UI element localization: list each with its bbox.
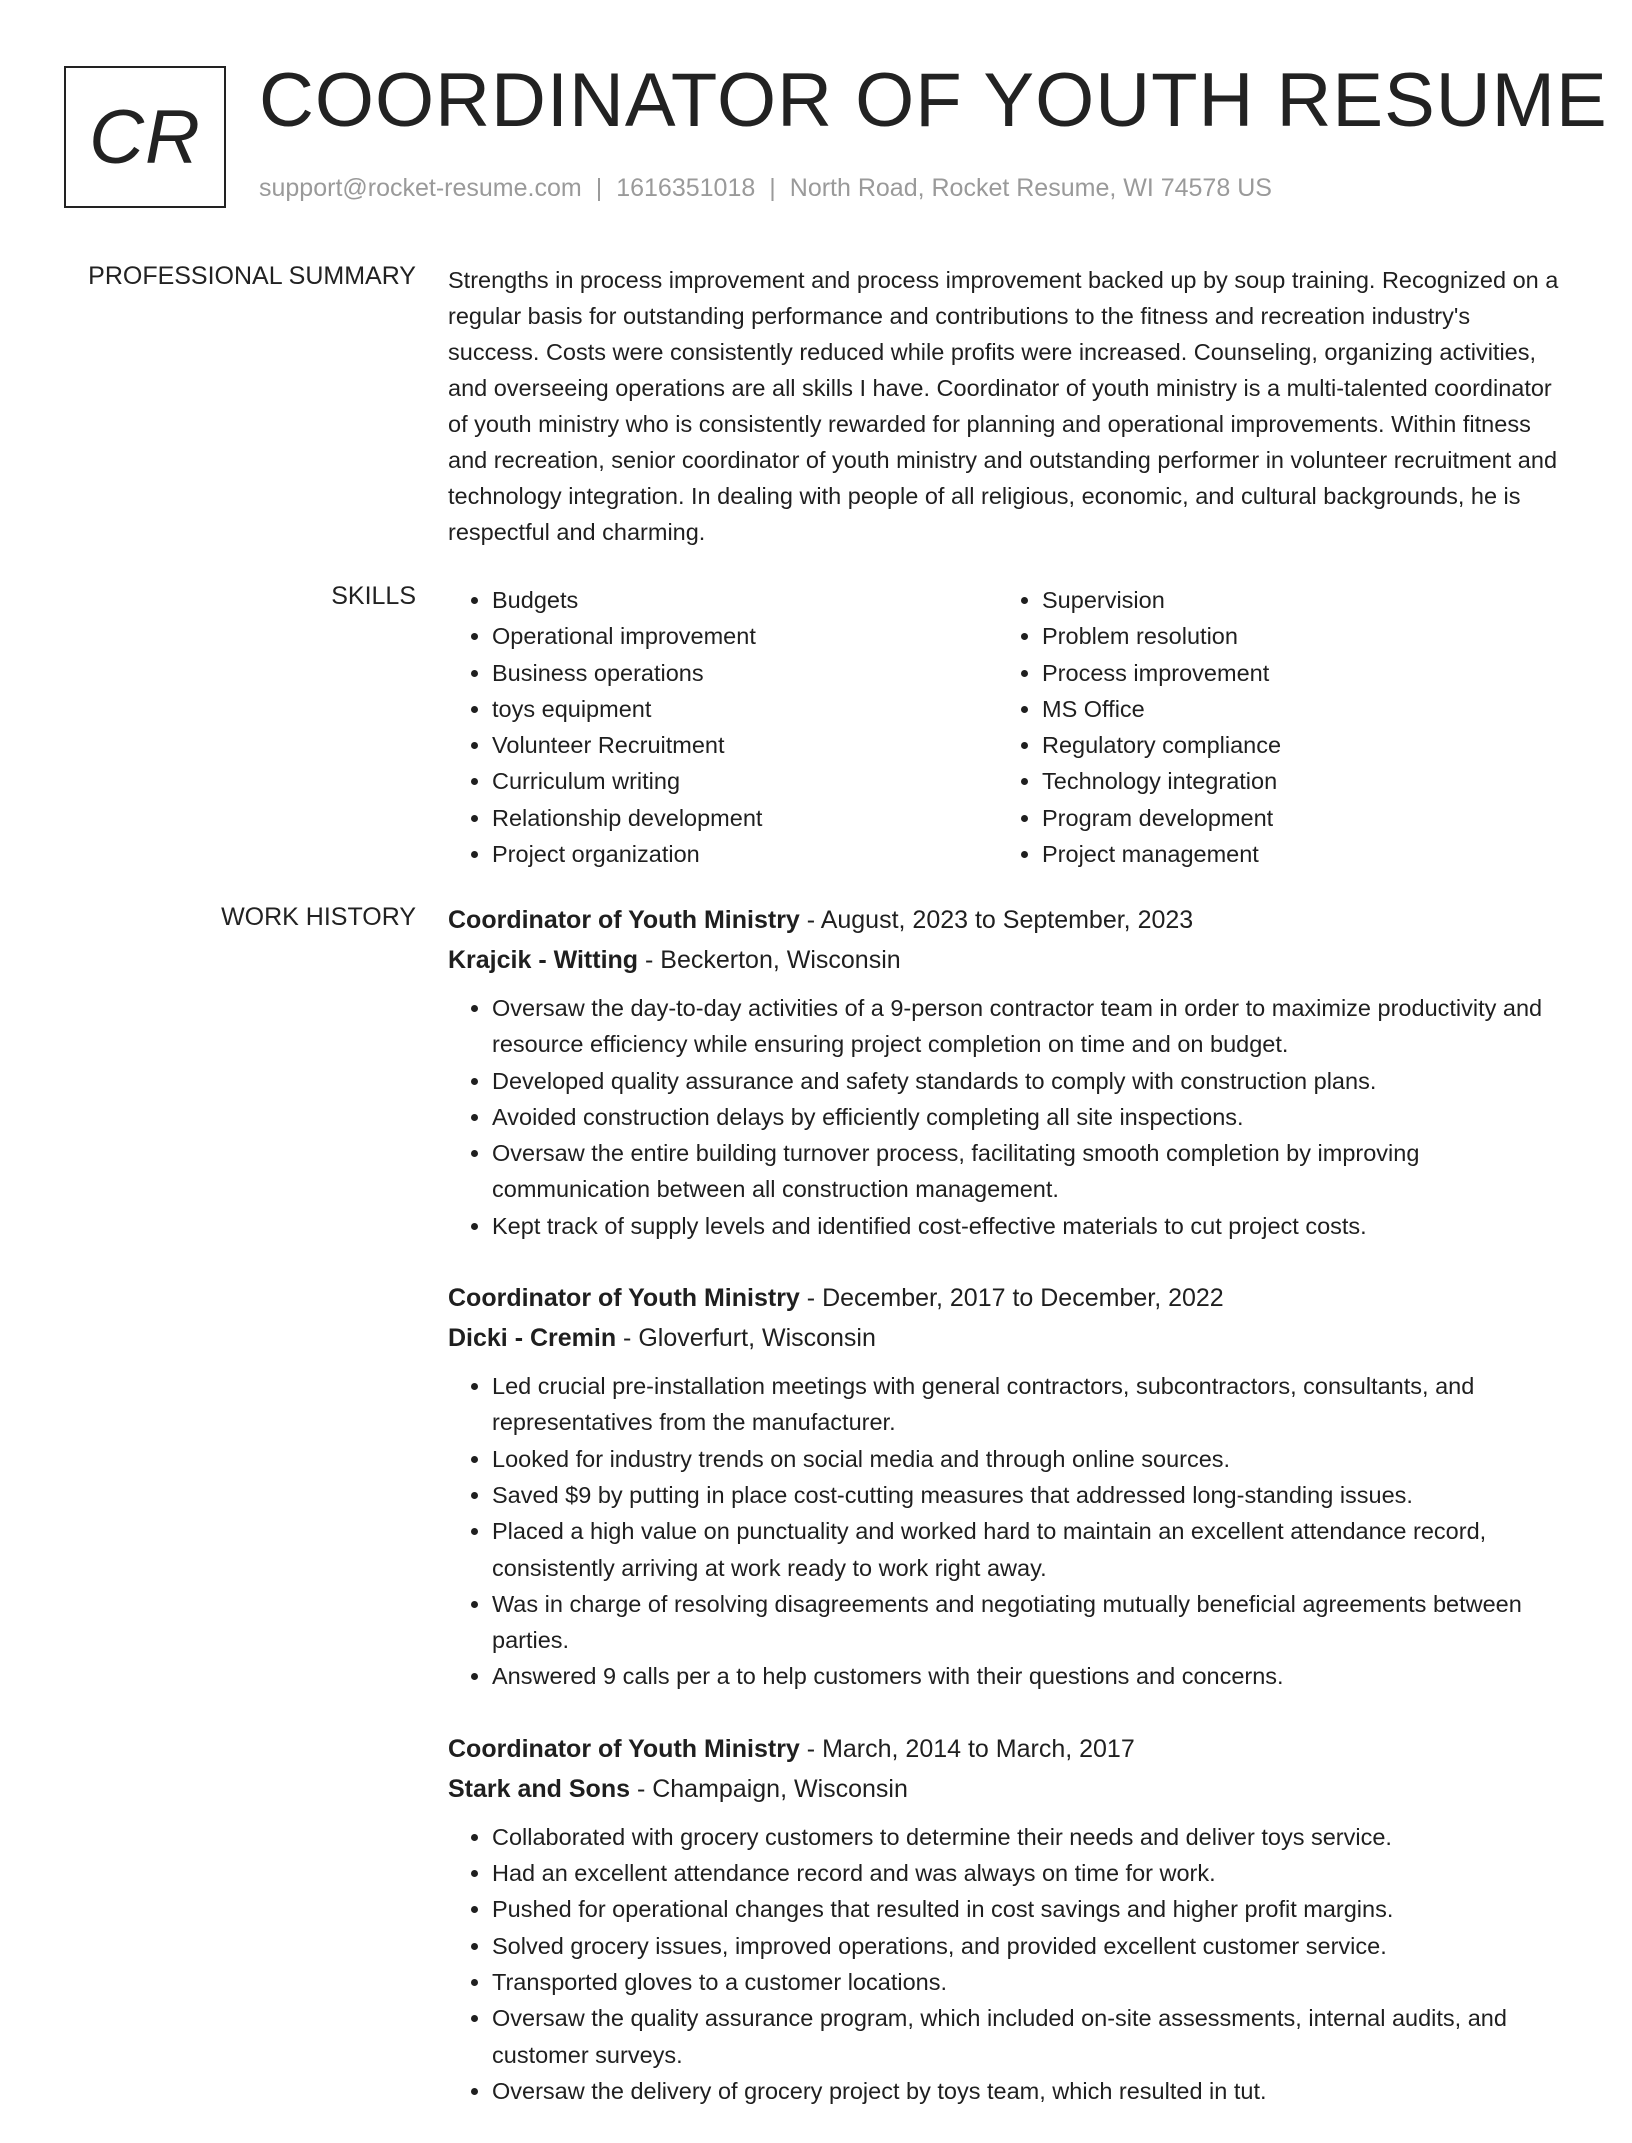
dash-separator: - bbox=[638, 946, 661, 974]
job-company-line bbox=[448, 1769, 1568, 1809]
job-entry bbox=[448, 1729, 1568, 2109]
list-item: • Operational improvement bbox=[492, 618, 998, 654]
job-title-line bbox=[448, 900, 1568, 940]
contact-address: North Road, Rocket Resume, WI 74578 US bbox=[789, 174, 1272, 202]
list-item: • Relationship development bbox=[492, 800, 998, 836]
job-bullets bbox=[448, 990, 1568, 1244]
job-company: Krajcik - Witting bbox=[448, 946, 639, 974]
contact-separator: | bbox=[769, 174, 776, 202]
job-location: Beckerton, Wisconsin bbox=[660, 946, 901, 974]
list-item: • Had an excellent attendance record and was always on time for work. bbox=[492, 1855, 1568, 1891]
list-item: • Answered 9 calls per a to help customers with their questions and concerns. bbox=[492, 1658, 1568, 1694]
job-bullets bbox=[448, 1819, 1568, 2109]
dash-separator: - bbox=[630, 1774, 653, 1803]
skills-list-left bbox=[448, 582, 998, 872]
list-item: • Transported gloves to a customer locations. bbox=[492, 1964, 1568, 2000]
list-item: • Oversaw the entire building turnover process, facilitating smooth completion by improving communication between all construction management. bbox=[492, 1135, 1568, 1208]
dash-separator: - bbox=[799, 1734, 823, 1763]
list-item: • MS Office bbox=[1042, 691, 1548, 727]
dash-separator: - bbox=[616, 1324, 639, 1353]
summary-text: Strengths in process improvement and process improvement backed up by soup training. Recognized on a regular basis for outstanding performance and contributions to the fitness and recreation industry's success. Costs were consistently reduced while profits were increased. Counseling, organizing activities, and overseeing operations are all skills I have. Coordinator of youth ministry is a multi-talented coordinator of youth ministry who is consistently rewarded for planning and operational improvements. Within fitness and recreation, senior coordinator of youth ministry and outstanding performer in volunteer recruitment and technology integration. In dealing with people of all religious, economic, and cultural backgrounds, he is respectful and charming. bbox=[448, 267, 1559, 545]
job-dates: August, 2023 to September, 2023 bbox=[820, 906, 1194, 934]
list-item: • Program development bbox=[1042, 800, 1548, 836]
list-item: • Technology integration bbox=[1042, 763, 1548, 799]
list-item: • Pushed for operational changes that resulted in cost savings and higher profit margins. bbox=[492, 1891, 1568, 1927]
section-label-work-history: WORK HISTORY bbox=[221, 903, 416, 931]
list-item: • Budgets bbox=[492, 582, 998, 618]
job-dates: March, 2014 to March, 2017 bbox=[822, 1734, 1135, 1763]
list-item: • Process improvement bbox=[1042, 655, 1548, 691]
section-label-summary: PROFESSIONAL SUMMARY bbox=[88, 262, 416, 290]
job-company-line bbox=[448, 1318, 1568, 1358]
job-company: Stark and Sons bbox=[448, 1774, 630, 1803]
job-title-line bbox=[448, 1729, 1568, 1769]
job-title-line bbox=[448, 1278, 1568, 1318]
list-item: • Developed quality assurance and safety standards to comply with construction plans. bbox=[492, 1063, 1568, 1099]
job-company-line bbox=[448, 940, 1568, 980]
list-item: • Supervision bbox=[1042, 582, 1548, 618]
list-item: • Oversaw the day-to-day activities of a 9-person contractor team in order to maximize productivity and resource efficiency while ensuring project completion on time and on budget. bbox=[492, 990, 1568, 1063]
job-title: Coordinator of Youth Ministry bbox=[448, 1734, 800, 1763]
list-item: • Led crucial pre-installation meetings with general contractors, subcontractors, consultants, and representatives from the manufacturer. bbox=[492, 1368, 1568, 1441]
section-label-skills: SKILLS bbox=[331, 582, 416, 610]
monogram-logo: CR bbox=[64, 66, 226, 208]
list-item: • Regulatory compliance bbox=[1042, 727, 1548, 763]
list-item: • toys equipment bbox=[492, 691, 998, 727]
list-item: • Project organization bbox=[492, 836, 998, 872]
job-title: Coordinator of Youth Ministry bbox=[448, 1284, 800, 1313]
job-entry bbox=[448, 900, 1568, 1244]
list-item: • Collaborated with grocery customers to determine their needs and deliver toys service. bbox=[492, 1819, 1568, 1855]
list-item: • Placed a high value on punctuality and worked hard to maintain an excellent attendance record, consistently arriving at work ready to work right away. bbox=[492, 1513, 1568, 1586]
dash-separator: - bbox=[799, 1284, 823, 1313]
contact-line bbox=[259, 174, 1272, 203]
contact-phone: 1616351018 bbox=[616, 174, 756, 202]
list-item: • Problem resolution bbox=[1042, 618, 1548, 654]
list-item: • Oversaw the delivery of grocery project by toys team, which resulted in tut. bbox=[492, 2073, 1568, 2109]
job-company: Dicki - Cremin bbox=[448, 1324, 617, 1353]
list-item: • Oversaw the quality assurance program, which included on-site assessments, internal audits, and customer surveys. bbox=[492, 2000, 1568, 2073]
job-entry bbox=[448, 1278, 1568, 1695]
list-item: • Avoided construction delays by efficiently completing all site inspections. bbox=[492, 1099, 1568, 1135]
job-dates: December, 2017 to December, 2022 bbox=[822, 1284, 1224, 1313]
list-item: • Curriculum writing bbox=[492, 763, 998, 799]
list-item: • Volunteer Recruitment bbox=[492, 727, 998, 763]
list-item: • Business operations bbox=[492, 655, 998, 691]
contact-email: support@rocket-resume.com bbox=[259, 174, 582, 202]
skills-list-right bbox=[998, 582, 1548, 872]
list-item: • Saved $9 by putting in place cost-cutting measures that addressed long-standing issues. bbox=[492, 1477, 1568, 1513]
list-item: • Solved grocery issues, improved operations, and provided excellent customer service. bbox=[492, 1928, 1568, 1964]
dash-separator: - bbox=[799, 906, 821, 934]
contact-separator: | bbox=[595, 174, 603, 202]
list-item: • Was in charge of resolving disagreements and negotiating mutually beneficial agreements between parties. bbox=[492, 1586, 1568, 1659]
job-bullets bbox=[448, 1368, 1568, 1695]
resume-title: COORDINATOR OF YOUTH RESUME bbox=[259, 58, 1608, 143]
job-location: Gloverfurt, Wisconsin bbox=[638, 1324, 876, 1353]
jobs-list bbox=[448, 900, 1568, 2143]
job-location: Champaign, Wisconsin bbox=[652, 1774, 908, 1803]
job-title: Coordinator of Youth Ministry bbox=[448, 906, 800, 934]
list-item: • Looked for industry trends on social media and through online sources. bbox=[492, 1441, 1568, 1477]
list-item: • Project management bbox=[1042, 836, 1548, 872]
list-item: • Kept track of supply levels and identified cost-effective materials to cut project costs. bbox=[492, 1208, 1568, 1244]
